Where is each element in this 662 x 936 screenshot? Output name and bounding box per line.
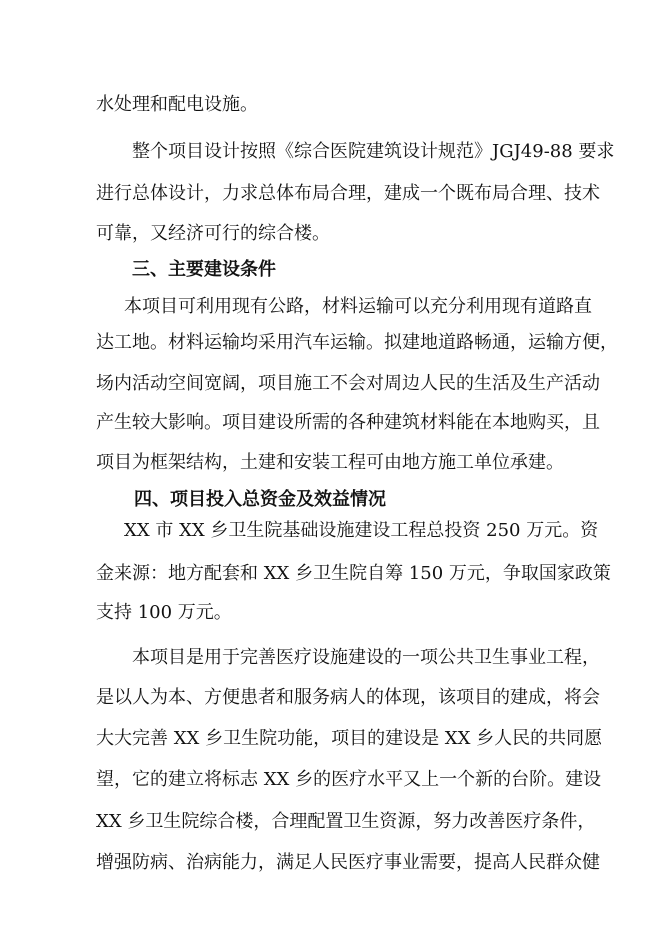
paragraph-line: 项目为框架结构，土建和安装工程可由地方施工单位承建。 (96, 452, 564, 473)
paragraph-line: 是以人为本、方便患者和服务病人的体现，该项目的建成，将会 (96, 687, 600, 708)
section-heading: 四、项目投入总资金及效益情况 (134, 489, 386, 510)
paragraph-line: 金来源：地方配套和 XX 乡卫生院自筹 150 万元，争取国家政策 (96, 563, 611, 584)
section-heading: 三、主要建设条件 (132, 259, 276, 280)
paragraph-line: 本项目可利用现有公路，材料运输可以充分利用现有道路直 (124, 296, 592, 317)
paragraph-line: XX 市 XX 乡卫生院基础设施建设工程总投资 250 万元。资 (124, 520, 599, 541)
paragraph-line: 本项目是用于完善医疗设施建设的一项公共卫生事业工程， (132, 647, 600, 668)
paragraph-line: 可靠，又经济可行的综合楼。 (96, 223, 330, 244)
paragraph-line: 达工地。材料运输均采用汽车运输。拟建地道路畅通，运输方便， (96, 332, 618, 353)
paragraph-line: 望，它的建立将标志 XX 乡的医疗水平又上一个新的台阶。建设 (96, 769, 602, 790)
paragraph-line: 支持 100 万元。 (96, 602, 232, 623)
paragraph-line: 进行总体设计，力求总体布局合理，建成一个既布局合理、技术 (96, 183, 600, 204)
paragraph-line: 整个项目设计按照《综合医院建筑设计规范》JGJ49-88 要求 (132, 141, 615, 162)
paragraph-line: XX 乡卫生院综合楼，合理配置卫生资源，努力改善医疗条件， (96, 811, 596, 832)
paragraph-line: 增强防病、治病能力，满足人民医疗事业需要，提高人民群众健 (96, 852, 600, 873)
paragraph-line: 水处理和配电设施。 (96, 94, 258, 115)
paragraph-line: 产生较大影响。项目建设所需的各种建筑材料能在本地购买，且 (96, 412, 600, 433)
paragraph-line: 大大完善 XX 乡卫生院功能，项目的建设是 XX 乡人民的共同愿 (96, 728, 603, 749)
paragraph-line: 场内活动空间宽阔，项目施工不会对周边人民的生活及生产活动 (96, 373, 600, 394)
